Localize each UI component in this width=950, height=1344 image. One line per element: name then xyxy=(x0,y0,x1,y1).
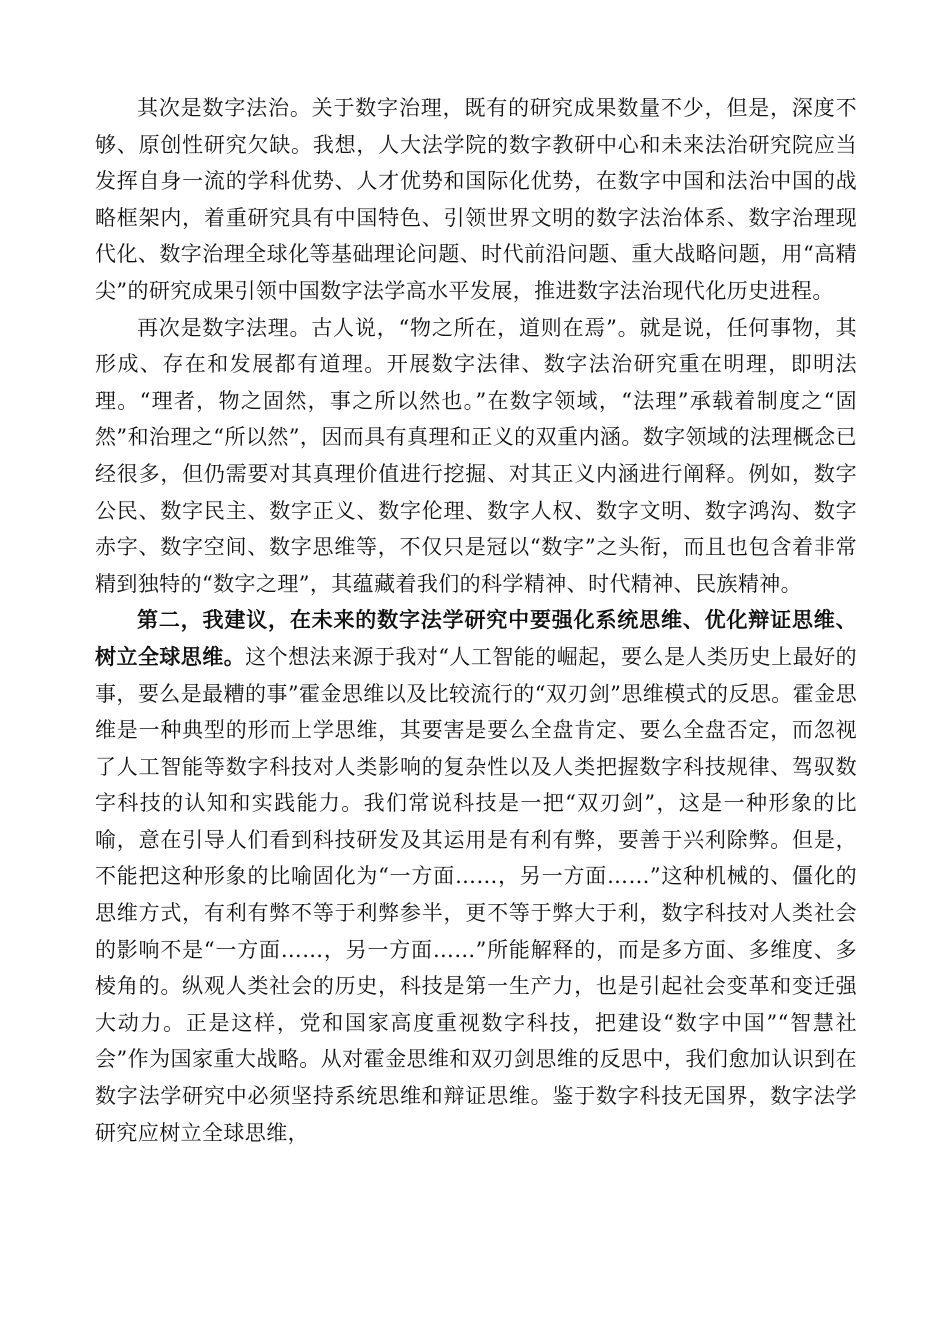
paragraph-digital-jurisprudence xyxy=(95,310,857,603)
paragraph-text: 再次是数字法理。古人说，“物之所在，道则在焉”。就是说，任何事物，其形成、存在和发展都有道理。开展数字法律、数字法治研究重在明理，即明法理。“理者，物之固然，事之所以然也。”在数字领域，“法理”承载着制度之“固然”和治理之“所以然”，因而具有真理和正义的双重内涵。数字领域的法理概念已经很多，但仍需要对其真理价值进行挖掘、对其正义内涵进行阐释。例如，数字公民、数字民主、数字正义、数字伦理、数字人权、数字文明、数字鸿沟、数字赤字、数字空间、数字思维等，不仅只是冠以“数字”之头衔，而且也包含着非常精到独特的“数字之理”，其蕴藏着我们的科学精神、时代精神、民族精神。 xyxy=(95,315,857,596)
paragraph-text: 这个想法来源于我对“人工智能的崛起，要么是人类历史上最好的事，要么是最糟的事”霍金思维以及比较流行的“双刃剑”思维模式的反思。霍金思维是一种典型的形而上学思维，其要害是要么全盘肯定、要么全盘否定，而忽视了人工智能等数字科技对人类影响的复杂性以及人类把握数字科技规律、驾驭数字科技的认知和实践能力。我们常说科技是一把“双刃剑”，这是一种形象的比喻，意在引导人们看到科技研发及其运用是有利有弊，要善于兴利除弊。但是，不能把这种形象的比喻固化为“一方面……，另一方面……”这种机械的、僵化的思维方式，有利有弊不等于利弊参半，更不等于弊大于利，数字科技对人类社会的影响不是“一方面……，另一方面……”所能解释的，而是多方面、多维度、多棱角的。纵观人类社会的历史，科技是第一生产力，也是引起社会变革和变迁强大动力。正是这样，党和国家高度重视数字科技，把建设“数字中国”“智慧社会”作为国家重大战略。从对霍金思维和双刃剑思维的反思中，我们愈加认识到在数字法学研究中必须坚持系统思维和辩证思维。鉴于数字科技无国界，数字法学研究应树立全球思维， xyxy=(95,644,857,1145)
paragraph-text: 其次是数字法治。关于数字治理，既有的研究成果数量不少，但是，深度不够、原创性研究欠缺。我想，人大法学院的数字教研中心和未来法治研究院应当发挥自身一流的学科优势、人才优势和国际化优势，在数字中国和法治中国的战略框架内，着重研究具有中国特色、引领世界文明的数字法治体系、数字治理现代化、数字治理全球化等基础理论问题、时代前沿问题、重大战略问题，用“高精尖”的研究成果引领中国数字法学高水平发展，推进数字法治现代化历史进程。 xyxy=(95,96,857,303)
paragraph-bold-lead: 第二，我建议，在未来的数字法学研究中要强化系统思维、优化辩证思维、树立全球思维。 xyxy=(95,607,857,669)
paragraph-digital-rule-of-law xyxy=(95,90,857,310)
document-page xyxy=(95,90,857,1151)
paragraph-second-suggestion xyxy=(95,602,857,1151)
